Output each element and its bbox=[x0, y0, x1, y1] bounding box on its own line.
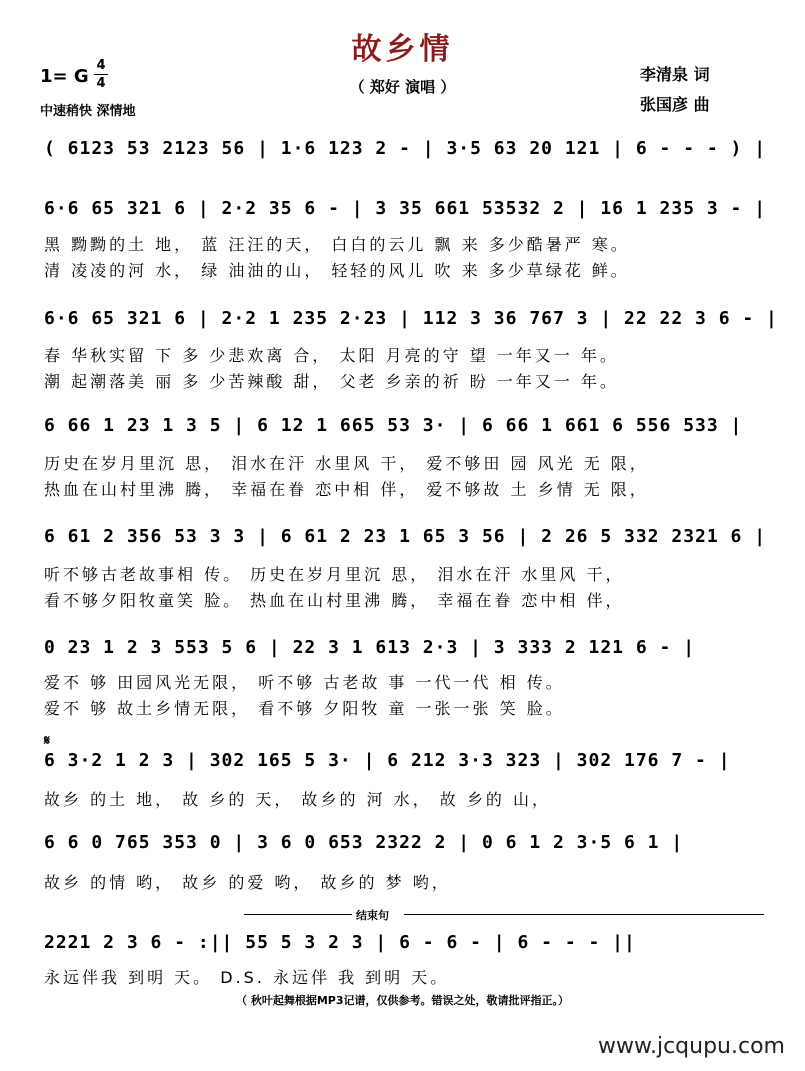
notation-line: 6·6 65 321 6 | 2·2 1 235 2·23 | 112 3 36 767 3 | 22 22 3 6 - | bbox=[44, 308, 778, 329]
lyric-line: 故乡 的情 哟， 故乡 的爱 哟， 故乡的 梦 哟， bbox=[44, 873, 451, 892]
notation-line: 6 3·2 1 2 3 | 302 165 5 3· | 6 212 3·3 323 | 302 176 7 - | bbox=[44, 750, 731, 771]
composer-credit: 张国彦 曲 bbox=[640, 95, 710, 114]
lyric-line: 看不够夕阳牧童笑 脸。 热血在山村里沸 腾， 幸福在眷 恋中相 伴， bbox=[44, 591, 625, 610]
notation-line: 6 61 2 356 53 3 3 | 6 61 2 23 1 65 3 56 | 2 26 5 332 2321 6 | bbox=[44, 526, 767, 547]
tempo-marking: 中速稍快 深情地 bbox=[40, 104, 136, 119]
lyric-line: 故乡 的土 地， 故 乡的 天， 故乡的 河 水， 故 乡的 山， bbox=[44, 790, 551, 809]
lyricist-credit: 李清泉 词 bbox=[640, 65, 710, 84]
lyric-line: 历史在岁月里沉 思， 泪水在汗 水里风 干， 爱不够田 园 风光 无 限， bbox=[44, 454, 649, 473]
lyric-line: 清 凌凌的河 水， 绿 油油的山， 轻轻的风儿 吹 来 多少草绿花 鲜。 bbox=[44, 261, 630, 280]
ending-bracket-right bbox=[404, 914, 764, 915]
lyric-line: 永远伴我 到明 天。 D.S. 永远伴 我 到明 天。 bbox=[44, 968, 450, 987]
notation-line: 6 6 0 765 353 0 | 3 6 0 653 2322 2 | 0 6 1 2 3·5 6 1 | bbox=[44, 832, 684, 853]
segno-sign: 𝄋 bbox=[44, 733, 51, 749]
lyric-line: 爱不 够 故土乡情无限， 看不够 夕阳牧 童 一张一张 笑 脸。 bbox=[44, 699, 565, 718]
notation-line: ( 6123 53 2123 56 | 1·6 123 2 - | 3·5 63 20 121 | 6 - - - ) | bbox=[44, 138, 767, 159]
lyric-line: 黑 黝黝的土 地， 蓝 汪汪的天， 白白的云儿 飘 来 多少酷暑严 寒。 bbox=[44, 235, 630, 254]
lyric-line: 听不够古老故事相 传。 历史在岁月里沉 思， 泪水在汗 水里风 干， bbox=[44, 565, 625, 584]
ending-label: 结束句 bbox=[356, 909, 389, 922]
notation-line: 2221 2 3 6 - :|| 55 5 3 2 3 | 6 - 6 - | 6 - - - || bbox=[44, 932, 636, 953]
time-signature bbox=[94, 58, 108, 91]
time-signature-bottom: 4 bbox=[96, 76, 106, 91]
watermark: www.jcqupu.com bbox=[598, 1034, 785, 1059]
singer-credit: （ 郑好 演唱 ） bbox=[349, 78, 456, 96]
transcription-footnote: （ 秋叶起舞根据MP3记谱，仅供参考。错误之处，敬请批评指正。） bbox=[236, 994, 569, 1007]
lyric-line: 爱不 够 田园风光无限， 听不够 古老故 事 一代一代 相 传。 bbox=[44, 673, 565, 692]
lyric-line: 潮 起潮落美 丽 多 少苦辣酸 甜， 父老 乡亲的祈 盼 一年又一 年。 bbox=[44, 372, 619, 391]
time-signature-divider bbox=[94, 74, 108, 75]
ending-bracket-left bbox=[244, 914, 352, 915]
lyric-line: 春 华秋实留 下 多 少悲欢离 合， 太阳 月亮的守 望 一年又一 年。 bbox=[44, 346, 619, 365]
lyric-line: 热血在山村里沸 腾， 幸福在眷 恋中相 伴， 爱不够故 土 乡情 无 限， bbox=[44, 480, 649, 499]
time-signature-top: 4 bbox=[96, 58, 106, 73]
key-signature: 1= G bbox=[40, 66, 89, 87]
notation-line: 6·6 65 321 6 | 2·2 35 6 - | 3 35 661 53532 2 | 16 1 235 3 - | bbox=[44, 198, 767, 219]
song-title: 故乡情 bbox=[351, 32, 454, 67]
notation-line: 6 66 1 23 1 3 5 | 6 12 1 665 53 3· | 6 66 1 661 6 556 533 | bbox=[44, 415, 743, 436]
notation-line: 0 23 1 2 3 553 5 6 | 22 3 1 613 2·3 | 3 333 2 121 6 - | bbox=[44, 637, 696, 658]
